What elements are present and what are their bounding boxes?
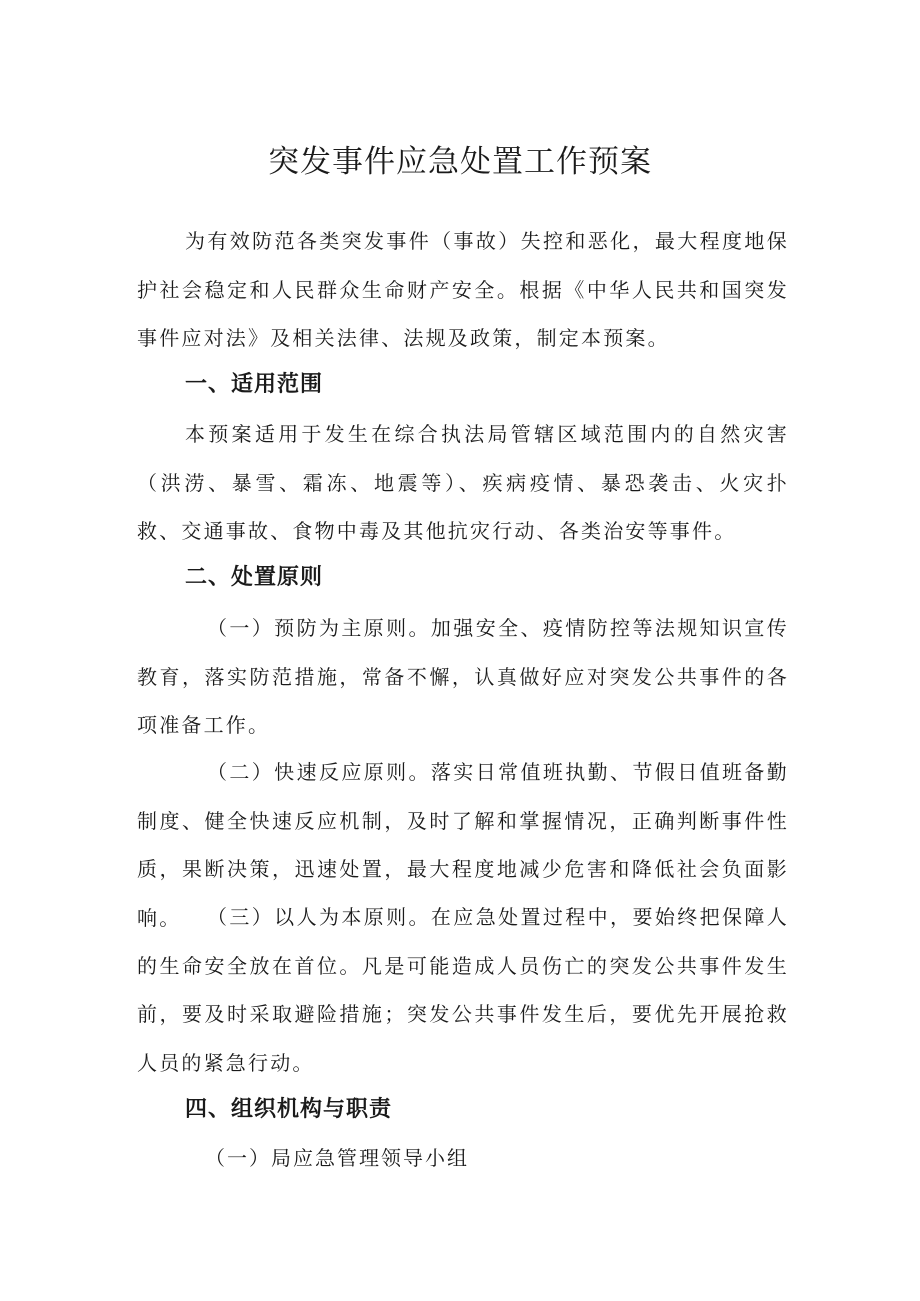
section-heading-principles: 二、处置原则 (185, 565, 324, 590)
section-heading-scope: 一、适用范围 (185, 372, 324, 397)
intro-paragraph: 为有效防范各类突发事件（事故）失控和恶化，最大程度地保护社会稳定和人民群众生命财产安全。根据《中华人民共和国突发事件应对法》及相关法律、法规及政策，制定本预案。 (137, 229, 789, 350)
principle-rapid-response-paragraph: （二）快速反应原则。落实日常值班执勤、节假日值班备勤制度、健全快速反应机制，及时了解和掌握情况，正确判断事件性质，果断决策，迅速处置，最大程度地减少危害和降低社会负面影响。 (137, 760, 789, 930)
section-heading-organization: 四、组织机构与职责 (185, 1097, 393, 1122)
subsection-leading-group: （一）局应急管理领导小组 (205, 1146, 469, 1170)
document-title: 突发事件应急处置工作预案 (268, 144, 652, 180)
principle-prevention-paragraph: （一）预防为主原则。加强安全、疫情防控等法规知识宣传教育，落实防范措施，常备不懈，认真做好应对突发公共事件的各项准备工作。 (137, 616, 789, 737)
scope-paragraph: 本预案适用于发生在综合执法局管辖区域范围内的自然灾害（洪涝、暴雪、霜冻、地震等）、疾病疫情、暴恐袭击、火灾扑救、交通事故、食物中毒及其他抗灾行动、各类治安等事件。 (137, 422, 789, 543)
principle-people-first-paragraph: （三）以人为本原则。在应急处置过程中，要始终把保障人的生命安全放在首位。凡是可能造成人员伤亡的突发公共事件发生前，要及时采取避险措施；突发公共事件发生后，要优先开展抢救人员的紧急行动。 (137, 905, 789, 1075)
